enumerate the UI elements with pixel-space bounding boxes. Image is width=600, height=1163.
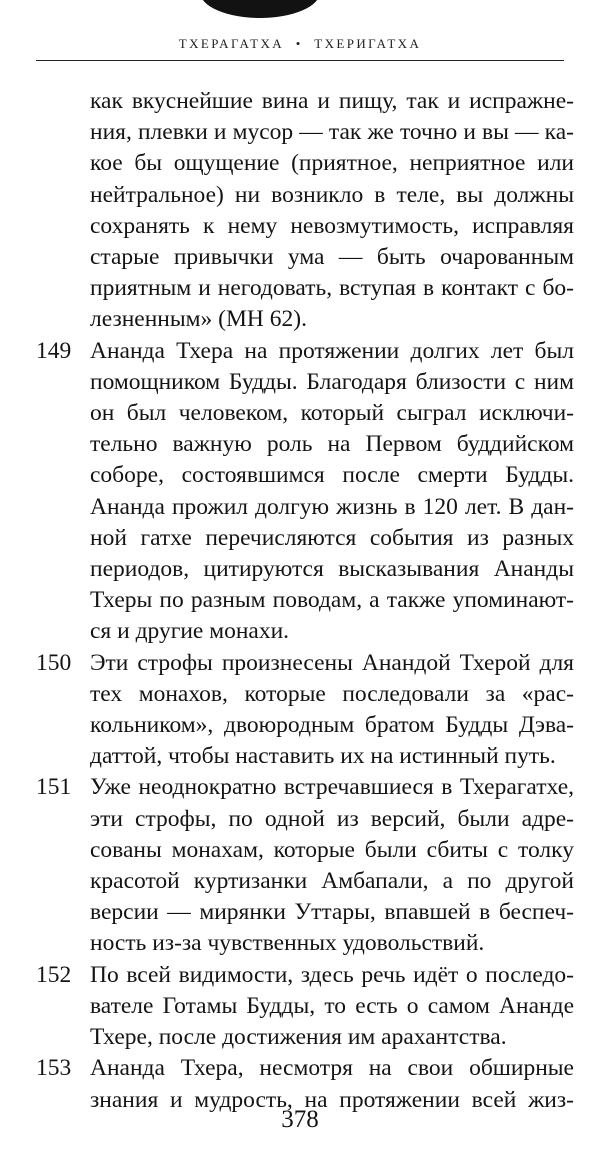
text-line: Ананда Тхера, несмотря на свои обширные bbox=[90, 1055, 574, 1082]
note-number: 151 bbox=[36, 774, 72, 801]
text-line: тельно важную роль на Первом буддийском bbox=[90, 431, 574, 458]
note-number: 153 bbox=[36, 1055, 72, 1082]
text-line: ния, плевки и мусор — так же точно и вы — ка- bbox=[90, 119, 574, 146]
note-entry bbox=[36, 960, 574, 1054]
text-line: соборе, состоявшимся после смерти Будды. bbox=[90, 462, 574, 489]
text-line: сохранять к нему невозмутимость, исправляя bbox=[90, 212, 574, 239]
text-line: ность из-за чувственных удовольствий. bbox=[90, 930, 485, 957]
header-rule bbox=[36, 60, 564, 61]
text-line: Эти строфы произнесены Анандой Тхерой для bbox=[90, 649, 574, 676]
note-number: 149 bbox=[36, 337, 72, 364]
text-line: сованы монахам, которые были сбиты с толку bbox=[90, 836, 574, 863]
text-line: помощником Будды. Благодаря близости с ним bbox=[90, 368, 574, 395]
text-line: красотой куртизанки Амбапали, а по другой bbox=[90, 868, 574, 895]
text-line: версии — мирянки Уттары, впавшей в беспеч- bbox=[90, 899, 574, 926]
note-number: 152 bbox=[36, 961, 72, 988]
text-line: Тхеры по разным поводам, а также упоминают- bbox=[90, 587, 574, 614]
text-line: По всей видимости, здесь речь идёт о последо- bbox=[90, 961, 574, 988]
text-line: эти строфы, по одной из версий, были адре- bbox=[90, 805, 574, 832]
text-line: Ананда прожил долгую жизнь в 120 лет. В дан- bbox=[90, 493, 574, 520]
text-line: знания и мудрость, на протяжении всей жиз- bbox=[90, 1086, 574, 1113]
note-entry bbox=[36, 772, 574, 959]
text-line: кольником», двоюродным братом Будды Дэва- bbox=[90, 712, 574, 739]
text-line: периодов, цитируются высказывания Ананды bbox=[90, 556, 574, 583]
text-line: Ананда Тхера на протяжении долгих лет был bbox=[90, 337, 574, 364]
page-number: 378 bbox=[281, 1106, 319, 1133]
running-head-left: ТХЕРАГАТХА bbox=[178, 36, 285, 51]
text-line: как вкуснейшие вина и пищу, так и испражне- bbox=[90, 88, 574, 114]
running-head-right: ТХЕРИГАТХА bbox=[314, 36, 422, 51]
ink-blot bbox=[200, 0, 320, 18]
text-line: Уже неоднократно встречавшиеся в Тхерагатхе, bbox=[90, 774, 574, 801]
text-line: нейтральное) ни возникло в теле, вы должны bbox=[90, 181, 574, 208]
note-entry bbox=[36, 336, 574, 648]
text-line: лезненным» (MH 62). bbox=[90, 306, 307, 333]
text-line: приятным и негодовать, вступая в контакт с бо- bbox=[90, 275, 574, 302]
running-head bbox=[0, 36, 600, 52]
text-line: кое бы ощущение (приятное, неприятное или bbox=[90, 150, 574, 177]
note-entry bbox=[36, 648, 574, 773]
text-line: он был человеком, который сыграл исключи- bbox=[90, 400, 574, 427]
running-head-separator: • bbox=[295, 36, 303, 51]
text-line: Тхере, после достижения им арахантства. bbox=[90, 1024, 507, 1051]
text-line: старые привычки ума — быть очарованным bbox=[90, 244, 574, 271]
text-line: тех монахов, которые последовали за «рас- bbox=[90, 680, 574, 707]
text-line: даттой, чтобы наставить их на истинный путь. bbox=[90, 743, 556, 770]
text-line: ся и другие монахи. bbox=[90, 618, 290, 645]
text-line: ной гатхе перечисляются события из разных bbox=[90, 524, 574, 551]
note-number: 150 bbox=[36, 649, 72, 676]
text-line: вателе Готамы Будды, то есть о самом Ананде bbox=[90, 992, 574, 1019]
continuation-paragraph bbox=[36, 86, 574, 336]
notes-body bbox=[36, 86, 574, 1116]
